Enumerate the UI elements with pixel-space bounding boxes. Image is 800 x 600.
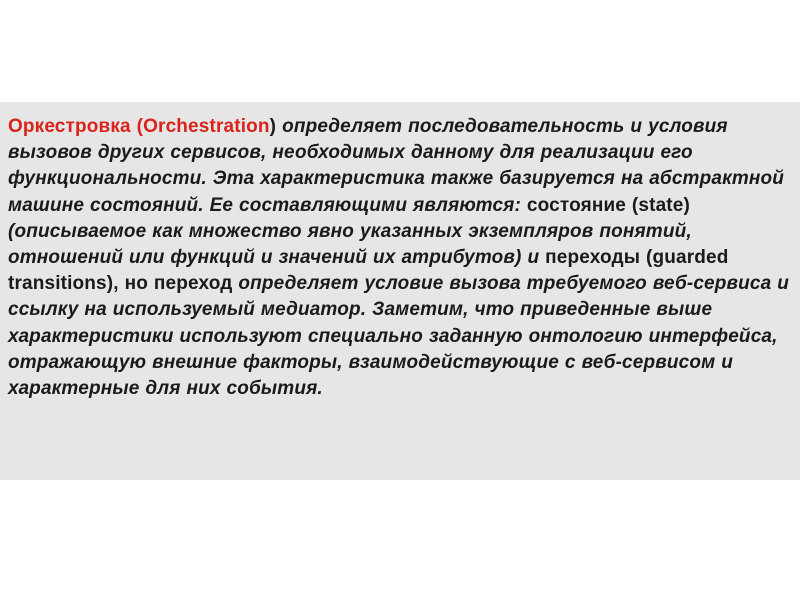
term-close-paren: ) bbox=[269, 116, 277, 137]
paragraph-segment-3: определяет условие вызова требуемого веб-сервиса и ссылку на используемый медиатор. Заметим, что приведенные выше характеристики используют специально заданную онтологию интерфейса, отражающую внешние факторы, взаимодействующие с веб-сервисом и характерные для них события. bbox=[8, 273, 790, 400]
paragraph-segment-2: (описываемое как множество явно указанных экземпляров понятий, отношений или функций и значений их атрибутов) и bbox=[8, 220, 692, 269]
paragraph-segment-1: определяет последовательность и условия вызовов других сервисов, необходимых данному для реализации его функциональности. Эта характеристика также базируется на абстрактной машине состояний. Ее составляющими являются: bbox=[8, 116, 785, 216]
transitions-term: переходы (guarded transitions), но переход bbox=[8, 247, 729, 295]
body-paragraph bbox=[8, 114, 792, 402]
text-box bbox=[0, 102, 800, 480]
term-highlight: Оркестровка (Orchestration bbox=[8, 116, 270, 137]
state-term: состояние (state) bbox=[521, 194, 690, 216]
